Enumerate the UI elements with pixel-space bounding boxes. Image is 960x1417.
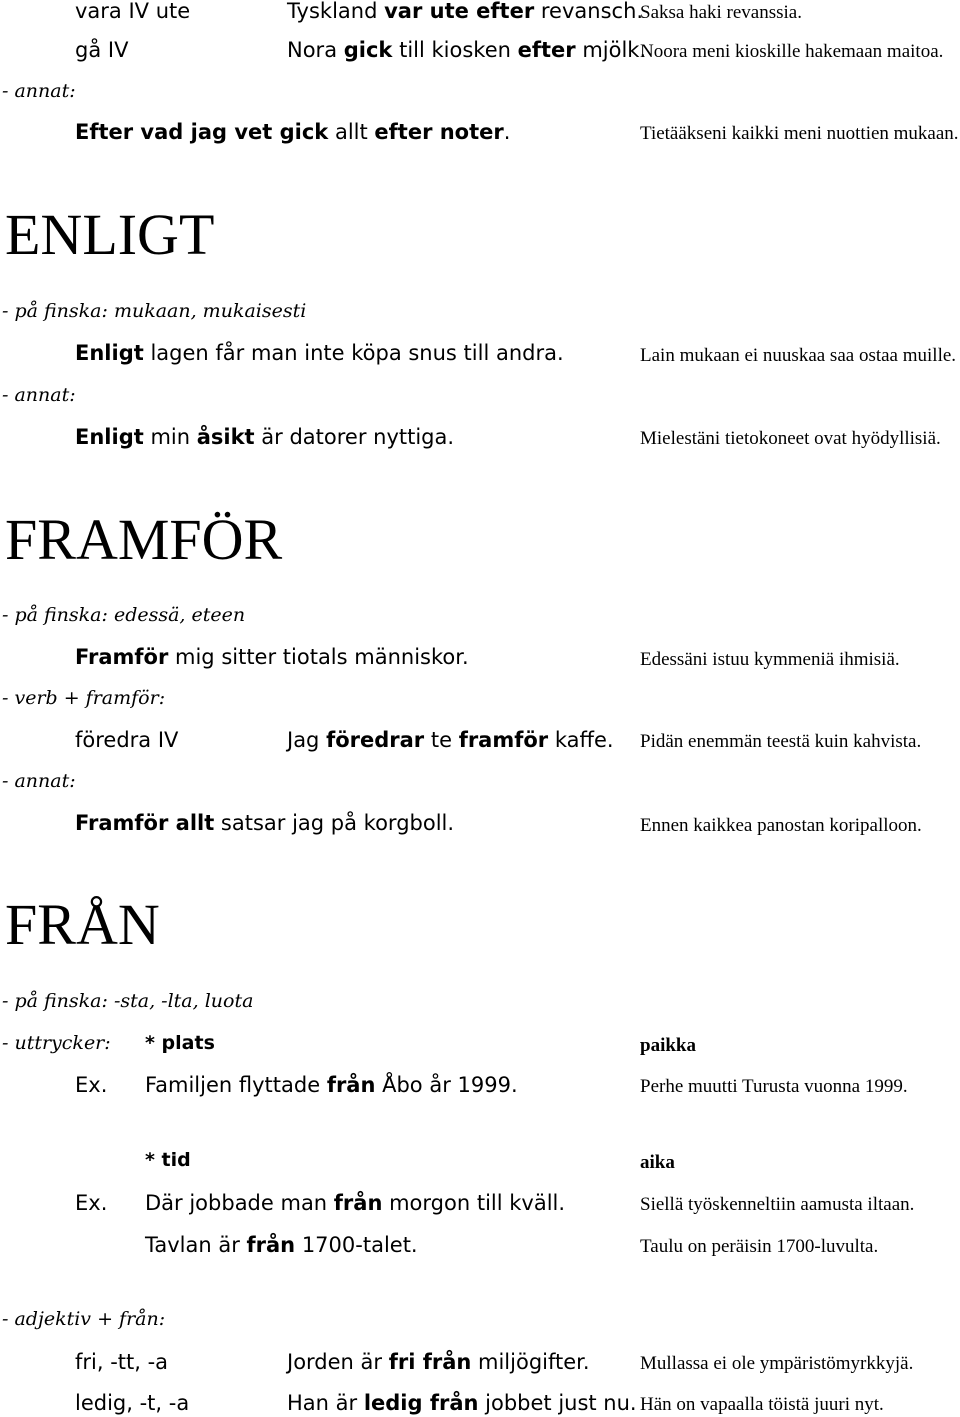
finnish-translation: Siellä työskenneltiin aamusta iltaan. <box>640 1194 915 1215</box>
example-sentence: Jag föredrar te framför kaffe. <box>287 728 614 752</box>
heading-fran: FRÅN <box>5 892 160 957</box>
section-label: - verb + framför: <box>2 687 166 709</box>
term-vara-ute: vara IV ute <box>75 0 191 23</box>
example-sentence: Framför allt satsar jag på korgboll. <box>75 811 455 835</box>
example-sentence: Efter vad jag vet gick allt efter noter. <box>75 120 511 144</box>
example-sentence: Jorden är fri från miljögifter. <box>287 1350 590 1374</box>
example-sentence: Där jobbade man från morgon till kväll. <box>145 1191 566 1215</box>
section-label: - annat: <box>2 384 76 406</box>
finnish-translation: Tietääkseni kaikki meni nuottien mukaan. <box>640 123 959 144</box>
heading-framfor: FRAMFÖR <box>5 507 283 572</box>
example-sentence: Enligt min åsikt är datorer nyttiga. <box>75 425 455 449</box>
term-fri: fri, -tt, -a <box>75 1350 169 1374</box>
example-sentence: Nora gick till kiosken efter mjölk. <box>287 38 647 62</box>
finnish-translation: Ennen kaikkea panostan koripalloon. <box>640 815 922 836</box>
term-foredra: föredra IV <box>75 728 179 752</box>
example-sentence: Han är ledig från jobbet just nu. <box>287 1391 637 1415</box>
term-ga: gå IV <box>75 38 129 62</box>
finnish-translation: Saksa haki revanssia. <box>640 2 802 23</box>
finnish-translation: Pidän enemmän teestä kuin kahvista. <box>640 731 922 752</box>
example-sentence: Tyskland var ute efter revansch. <box>287 0 644 23</box>
finnish-translation: Edessäni istuu kymmeniä ihmisiä. <box>640 649 900 670</box>
finska-row: - på finska: mukaan, mukaisesti <box>2 300 307 322</box>
ex-label: Ex. <box>75 1191 108 1215</box>
section-label: - annat: <box>2 80 76 102</box>
finnish-translation: Lain mukaan ei nuuskaa saa ostaa muille. <box>640 345 957 366</box>
finnish-translation: Hän on vapaalla töistä juuri nyt. <box>640 1394 884 1415</box>
plats-label: * plats <box>145 1032 215 1054</box>
example-sentence: Enligt lagen får man inte köpa snus till andra. <box>75 341 564 365</box>
finnish-translation: Perhe muutti Turusta vuonna 1999. <box>640 1076 908 1097</box>
section-label: - adjektiv + från: <box>2 1308 166 1330</box>
finska-row: - på finska: -sta, -lta, luota <box>2 990 254 1012</box>
finnish-translation: Taulu on peräisin 1700-luvulta. <box>640 1236 879 1257</box>
term-ledig: ledig, -t, -a <box>75 1391 190 1415</box>
example-sentence: Tavlan är från 1700-talet. <box>145 1233 418 1257</box>
finnish-translation: Noora meni kioskille hakemaan maitoa. <box>640 41 944 62</box>
plats-finnish: paikka <box>640 1035 696 1056</box>
ex-label: Ex. <box>75 1073 108 1097</box>
tid-label: * tid <box>145 1149 191 1171</box>
example-sentence: Familjen flyttade från Åbo år 1999. <box>145 1073 518 1097</box>
example-sentence: Framför mig sitter tiotals människor. <box>75 645 469 669</box>
finska-row: - på finska: edessä, eteen <box>2 604 246 626</box>
section-label: - uttrycker: <box>2 1032 111 1054</box>
finnish-translation: Mielestäni tietokoneet ovat hyödyllisiä. <box>640 428 941 449</box>
section-label: - annat: <box>2 770 76 792</box>
tid-finnish: aika <box>640 1152 675 1173</box>
heading-enligt: ENLIGT <box>5 202 215 267</box>
finnish-translation: Mullassa ei ole ympäristömyrkkyjä. <box>640 1353 914 1374</box>
